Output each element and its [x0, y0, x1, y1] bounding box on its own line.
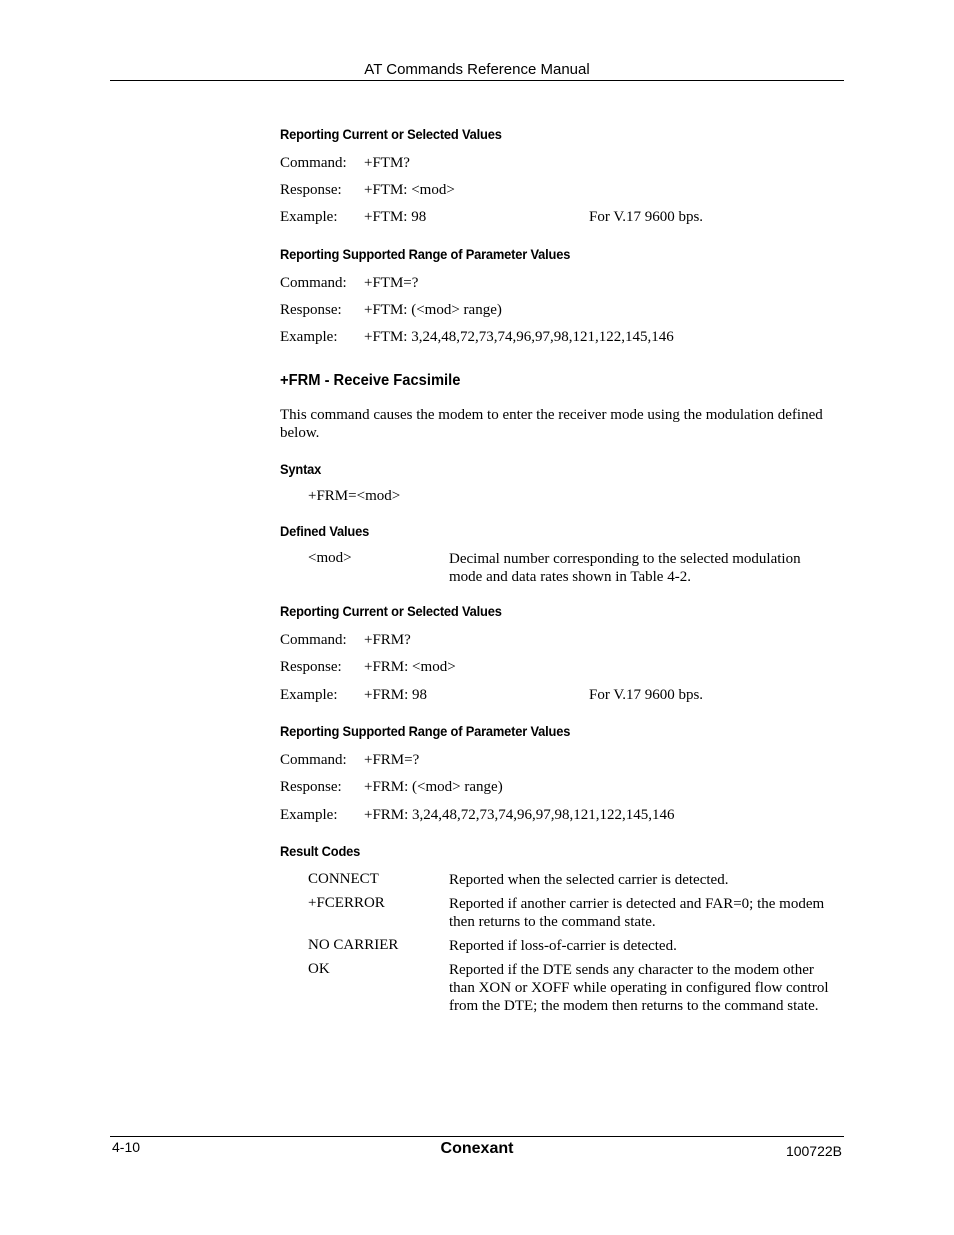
row-label: Command:	[280, 752, 347, 768]
row-value: +FTM: 98	[364, 209, 427, 225]
section-heading: Reporting Current or Selected Values	[280, 603, 502, 619]
command-title: +FRM - Receive Facsimile	[280, 372, 461, 389]
row-value: +FTM: <mod>	[364, 182, 455, 198]
result-code: +FCERROR	[308, 895, 385, 911]
command-description: This command causes the modem to enter the receiver mode using the modulation defined below.	[280, 407, 823, 441]
defined-param: <mod>	[308, 550, 352, 566]
row-value: +FTM=?	[364, 275, 419, 291]
row-label: Command:	[280, 155, 347, 171]
row-value: +FRM: 98	[364, 687, 428, 703]
result-code-desc: Reported when the selected carrier is detected.	[449, 872, 729, 888]
defined-values-heading: Defined Values	[280, 523, 370, 539]
footer-rule	[110, 1136, 844, 1137]
row-note: For V.17 9600 bps.	[589, 687, 704, 703]
row-value: +FRM: 3,24,48,72,73,74,96,97,98,121,122,145,146	[364, 807, 675, 823]
result-code-desc: Reported if another carrier is detected and FAR=0; the modem then returns to the command state.	[449, 896, 825, 930]
row-label: Example:	[280, 807, 338, 823]
row-value: +FTM?	[364, 155, 410, 171]
running-header-title: AT Commands Reference Manual	[364, 61, 590, 78]
section-heading: Reporting Supported Range of Parameter Values	[280, 246, 571, 262]
row-note: For V.17 9600 bps.	[589, 209, 704, 225]
row-value: +FRM?	[364, 632, 411, 648]
row-label: Command:	[280, 632, 347, 648]
syntax-heading: Syntax	[280, 461, 322, 477]
section-heading: Reporting Current or Selected Values	[280, 126, 502, 142]
document-number: 100722B	[785, 1143, 842, 1159]
row-label: Response:	[280, 302, 342, 318]
result-code: NO CARRIER	[308, 937, 399, 953]
row-value: +FRM: (<mod> range)	[364, 779, 503, 795]
footer-brand: Conexant	[440, 1140, 514, 1157]
section-heading: Reporting Supported Range of Parameter Values	[280, 723, 571, 739]
header-rule	[110, 80, 844, 81]
row-value: +FTM: 3,24,48,72,73,74,96,97,98,121,122,145,146	[364, 329, 674, 345]
result-code: OK	[308, 961, 330, 977]
result-code-desc: Reported if loss-of-carrier is detected.	[449, 938, 677, 954]
row-label: Response:	[280, 659, 342, 675]
syntax-text: +FRM=<mod>	[308, 488, 401, 504]
row-label: Response:	[280, 779, 342, 795]
page-number: 4-10	[112, 1139, 141, 1155]
row-label: Response:	[280, 182, 342, 198]
result-codes-heading: Result Codes	[280, 843, 361, 859]
row-label: Example:	[280, 209, 338, 225]
defined-desc: Decimal number corresponding to the selected modulation mode and data rates shown in Table 4-2.	[449, 551, 801, 585]
row-value: +FTM: (<mod> range)	[364, 302, 502, 318]
row-value: +FRM=?	[364, 752, 420, 768]
row-label: Command:	[280, 275, 347, 291]
row-label: Example:	[280, 687, 338, 703]
row-label: Example:	[280, 329, 338, 345]
result-code-desc: Reported if the DTE sends any character to the modem other than XON or XOFF while operating in configured flow control from the DTE; the modem then returns to the command state.	[449, 962, 829, 1014]
result-code: CONNECT	[308, 871, 379, 887]
row-value: +FRM: <mod>	[364, 659, 456, 675]
